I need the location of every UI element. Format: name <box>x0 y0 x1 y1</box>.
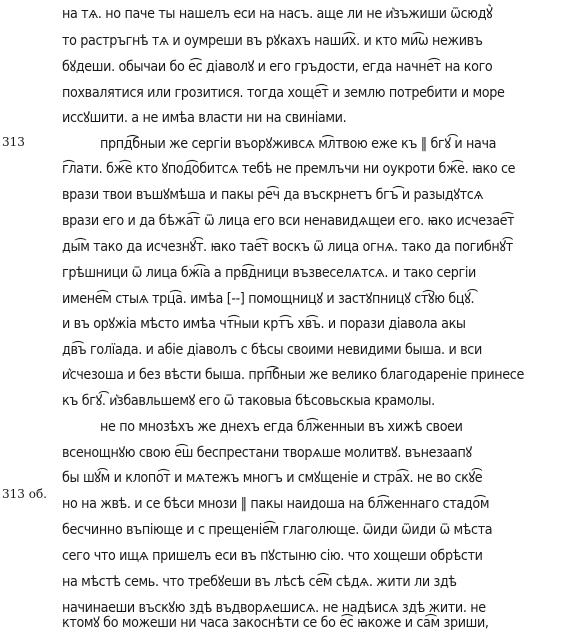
text-line: иссꙋшити. а не имѣа власти ни на свиніами. <box>62 110 347 126</box>
text-line: и͛счезоша и без вѣсти быша. прп͡бныи же велико благодареніе принесе <box>62 367 524 383</box>
text-line: бꙋдеши. обычаи бо е͡с діаволꙋ и его гръдости, егда начне͡т на кого <box>62 59 493 75</box>
text-line: бесчинно въпіюще и с прещеніе͡м глаголюще. ѿиди ѿиди ѿ мѣста <box>62 522 493 538</box>
text-line: дв͡ъ голїада. и абіе діаволъ с бѣсы своими невидими быша. и вси <box>62 342 482 358</box>
text-line: но на жвѣ. и се бѣси мнози ‖ пакы наидоша на бл͡женнаго стадо͡м <box>62 496 490 512</box>
folio-number-313: 313 <box>2 135 25 149</box>
text-line: сего что ищѧ пришелъ еси въ пꙋстыню сію. что хощеши обрѣсти <box>62 548 483 564</box>
text-line: всенощнꙋю свою е͡ш беспрестани творѧше молитвꙋ. вънезаапꙋ <box>62 445 472 461</box>
text-line: имене͡м стыѧ трц͡а. имѣа [--] помощницꙋ и застꙋпницꙋ ст͡ꙋю бцꙋ͡. <box>62 291 475 307</box>
text-line: бы шꙋ͡м и клопо͡т и мѧтежъ многъ и смꙋщеніе и стра͡х. не во скꙋ͡е <box>62 470 483 486</box>
text-line: врази его и да бѣжа͡т ѿ лица его вси ненавидѧщеи его. ꙗко исчезае͡т <box>62 213 515 229</box>
folio-number-313-ob: 313 об. <box>2 487 47 501</box>
text-line: къ бгꙋ͡. и͛збавльшемꙋ его ѿ таковыа бѣсовьскыа крамолы. <box>62 393 435 409</box>
text-line: начинаеши въскꙋю здѣ въдворѧешисѧ. не надѣисѧ здѣ жити. не <box>62 600 486 616</box>
text-line: ктомꙋ бо можеши ни часа закоснѣти се бо е͡с ꙗкоже и са͡м зриши, <box>62 615 489 631</box>
text-line: не по мнозѣхъ же днехъ егда бл͡женныи въ хижѣ своеи <box>100 419 463 435</box>
text-line: похвалятися или грозитися. тогда хоще͡т и землю потребити и море <box>62 85 505 101</box>
text-line: прпд͡бныи же сергіи въорꙋживсѧ м͡лтвою еже къ ‖ бгꙋ͡ и нача <box>100 136 497 152</box>
text-line: г͡лати. бж͡е кто ꙋпод͡обитсѧ тебѣ не премлъчи ни оукроти бж͡е. ꙗко се <box>62 161 516 177</box>
text-line: врази твои въшꙋмѣша и пакы ре͡ч да въскрнетъ бгъ͡ и разыдꙋтсѧ <box>62 187 484 203</box>
text-line: грѣшници ѿ лица бж͡ıа а прв͡дници възвеселѧтсѧ. и тако сергіи <box>62 265 476 281</box>
text-line: на тѧ. но паче ты нашелъ еси на насъ. аще ли не и͛зъжиши ѿсюдꙋ͛ <box>62 6 493 22</box>
text-line: и въ орꙋжіа мѣсто имѣа чт͡ныи крт͡ъ хв͡ъ. и порази діавола акы <box>62 316 466 332</box>
text-line: то растръгнѣ тѧ и оумреши въ рꙋкахъ наши͡х. и кто ми͡ѡ неживъ <box>62 33 483 49</box>
text-line: ды͡м тако да исчезнꙋ͡т. ꙗко тае͡т воскъ ѿ лица огнѧ. тако да погибнꙋ͡т <box>62 239 513 255</box>
text-line: на мѣстѣ семь. что требꙋеши въ лѣсѣ се͡м сѣдѧ. жити ли здѣ <box>62 574 457 590</box>
